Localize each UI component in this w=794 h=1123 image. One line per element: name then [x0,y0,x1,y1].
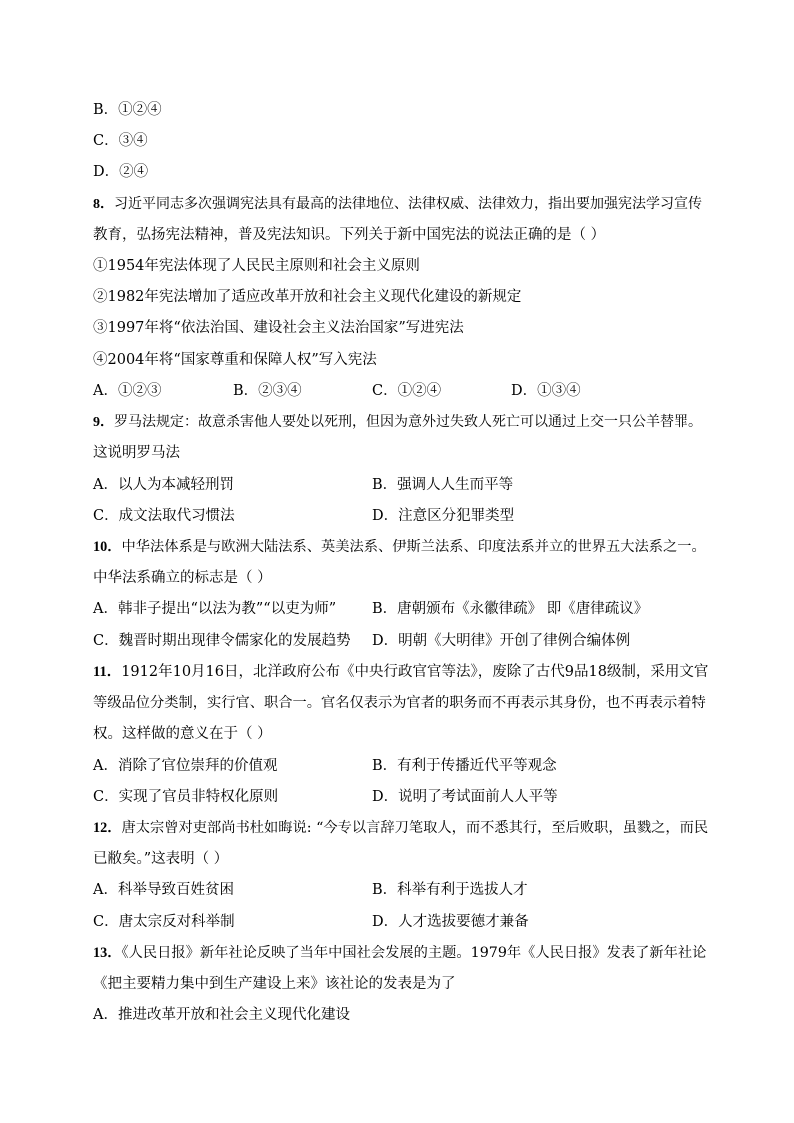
q8-item-2: ②1982年宪法增加了适应改革开放和社会主义现代化建设的新规定 [93,289,522,305]
q8-option-c: C．①②④ [372,383,442,399]
q9-option-a: A．以人为本减轻刑罚 [93,477,234,493]
q10-stem-line2: 中华法系确立的标志是（ ） [93,570,272,586]
q11-option-d: D．说明了考试面前人人平等 [372,789,558,805]
q9-number: 9． [93,415,114,430]
q8-stem-line1 [93,194,702,215]
q10-stem-line1 [93,537,706,557]
q11-option-b: B．有利于传播近代平等观念 [372,758,557,774]
q10-option-d: D．明朝《大明律》开创了律例合编体例 [372,633,631,649]
q7-option-d: D．②④ [93,164,149,180]
q10-option-b: B．唐朝颁布《永徽律疏》 即《唐律疏议》 [372,601,649,617]
q11-stem-line2: 等级品位分类制，实行官、职合一。官名仅表示为官者的职务而不再表示其身份，也不再表示着特 [93,695,706,711]
q12-option-a: A．科举导致百姓贫困 [93,882,234,898]
q9-stem-text: 罗马法规定：故意杀害他人要处以死刑，但因为意外过失致人死亡可以通过上交一只公羊替罪。 [114,414,702,430]
q8-item-3: ③1997年将“依法治国、建设社会主义法治国家”写进宪法 [93,320,464,336]
q8-stem-text: 习近平同志多次强调宪法具有最高的法律地位、法律权威、法律效力，指出要加强宪法学习宣传 [114,196,702,212]
q9-stem-line1 [93,412,702,433]
q11-stem-line3: 权。这样做的意义在于（ ） [93,726,272,742]
q8-stem-line2: 教育，弘扬宪法精神，普及宪法知识。下列关于新中国宪法的说法正确的是（ ） [93,227,606,243]
q7-option-c: C．③④ [93,133,148,149]
q12-option-d: D．人才选拔要德才兼备 [372,914,529,930]
q13-stem-line2: 《把主要精力集中到生产建设上来》该社论的发表是为了 [93,976,456,992]
q12-option-b: B．科举有利于选拔人才 [372,882,528,898]
q10-number: 10． [93,539,122,555]
q8-option-b: B．②③④ [233,383,302,399]
q10-option-a: A．韩非子提出“以法为教”“以吏为师” [93,601,337,617]
q7-option-b: B．①②④ [93,102,162,118]
q8-option-a: A．①②③ [93,383,162,399]
q12-stem-line1 [93,818,708,838]
q13-number: 13． [93,945,122,961]
q11-number: 11． [93,664,122,680]
q12-stem-line2: 已敝矣。”这表明（ ） [93,851,229,867]
q9-option-c: C．成文法取代习惯法 [93,508,235,524]
q10-stem-text: 中华法体系是与欧洲大陆法系、英美法系、伊斯兰法系、印度法系并立的世界五大法系之一。 [121,539,706,555]
q10-option-c: C．魏晋时期出现律令儒家化的发展趋势 [93,633,351,649]
q13-stem-text: 《人民日报》新年社论反映了当年中国社会发展的主题。1979年《人民日报》发表了新年社论 [121,945,707,961]
q12-stem-text: 唐太宗曾对吏部尚书杜如晦说: “今专以言辞刀笔取人，而不悉其行，至后败职，虽戮之，而民 [121,820,709,836]
q13-option-a: A．推进改革开放和社会主义现代化建设 [93,1007,350,1023]
q12-number: 12． [93,820,122,836]
q12-option-c: C．唐太宗反对科举制 [93,914,235,930]
q11-stem-text: 1912年10月16日，北洋政府公布《中央行政官官等法》，废除了古代9品18级制，采用文官 [121,664,709,680]
q8-option-d: D．①③④ [511,383,581,399]
q11-option-a: A．消除了官位崇拜的价值观 [93,758,278,774]
q8-item-4: ④2004年将“国家尊重和保障人权”写入宪法 [93,352,377,368]
q8-number: 8． [93,197,114,212]
q13-stem-line1 [93,943,706,963]
q9-option-b: B．强调人人生而平等 [372,477,514,493]
q11-stem-line1 [93,662,708,682]
q9-option-d: D．注意区分犯罪类型 [372,508,515,524]
q8-item-1: ①1954年宪法体现了人民民主原则和社会主义原则 [93,258,420,274]
q9-stem-line2: 这说明罗马法 [93,445,180,461]
q11-option-c: C．实现了官员非特权化原则 [93,789,279,805]
